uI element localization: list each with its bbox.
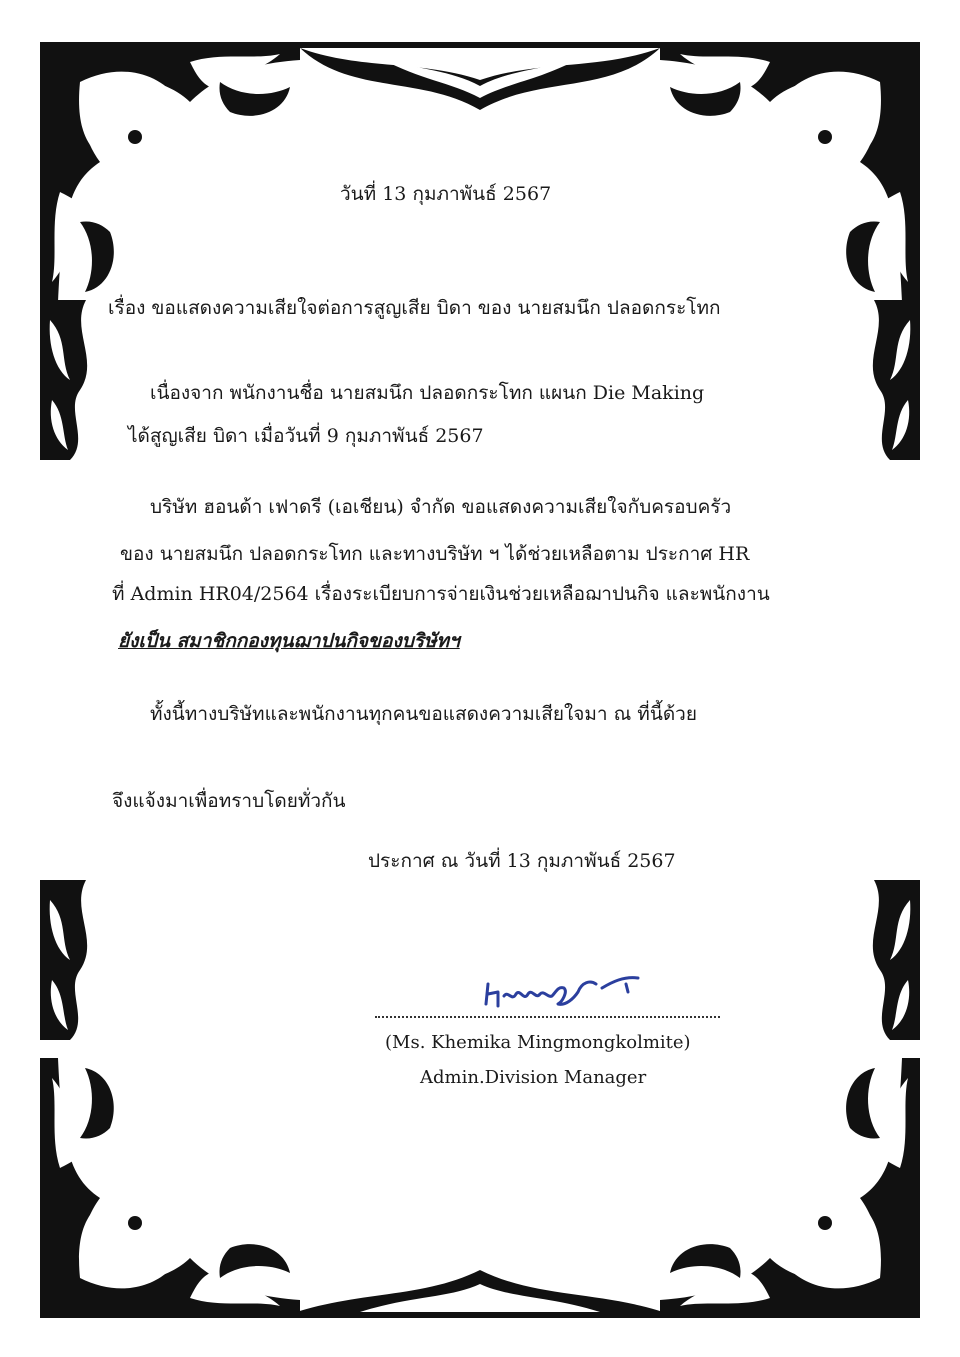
paragraph-2-line-3: ที่ Admin HR04/2564 เรื่องระเบียบการจ่ายเงินช่วยเหลือฌาปนกิจ และพนักงาน: [112, 583, 770, 605]
paragraph-1-line-1: เนื่องจาก พนักงานชื่อ นายสมนึก ปลอดกระโทก แผนก Die Making: [150, 382, 705, 404]
paragraph-1-line-2: ได้สูญเสีย บิดา เมื่อวันที่ 9 กุมภาพันธ์ 2567: [128, 425, 484, 447]
letter-date: วันที่ 13 กุมภาพันธ์ 2567: [340, 183, 552, 205]
paragraph-2-line-2: ของ นายสมนึก ปลอดกระโทก และทางบริษัท ฯ ได้ช่วยเหลือตาม ประกาศ HR: [120, 543, 750, 565]
letter-subject: เรื่อง ขอแสดงความเสียใจต่อการสูญเสีย บิดา ของ นายสมนึก ปลอดกระโทก: [108, 297, 721, 319]
signer-name: (Ms. Khemika Mingmongkolmite): [385, 1032, 691, 1053]
signer-title: Admin.Division Manager: [420, 1067, 647, 1088]
paragraph-2-line-1: บริษัท ฮอนด้า เฟาดรี (เอเชียน) จำกัด ขอแสดงความเสียใจกับครอบครัว: [150, 496, 732, 518]
signature-line: [375, 1016, 720, 1018]
closing-line: จึงแจ้งมาเพื่อทราบโดยทั่วกัน: [112, 790, 346, 812]
announcement-date: ประกาศ ณ วันที่ 13 กุมภาพันธ์ 2567: [368, 850, 676, 872]
handwritten-signature: [478, 962, 648, 1022]
paragraph-2-line-4-emphasis: ยังเป็น สมาชิกกองทุนฌาปนกิจของบริษัทฯ: [118, 630, 460, 652]
paragraph-3: ทั้งนี้ทางบริษัทและพนักงานทุกคนขอแสดงความเสียใจมา ณ ที่นี้ด้วย: [150, 703, 697, 725]
